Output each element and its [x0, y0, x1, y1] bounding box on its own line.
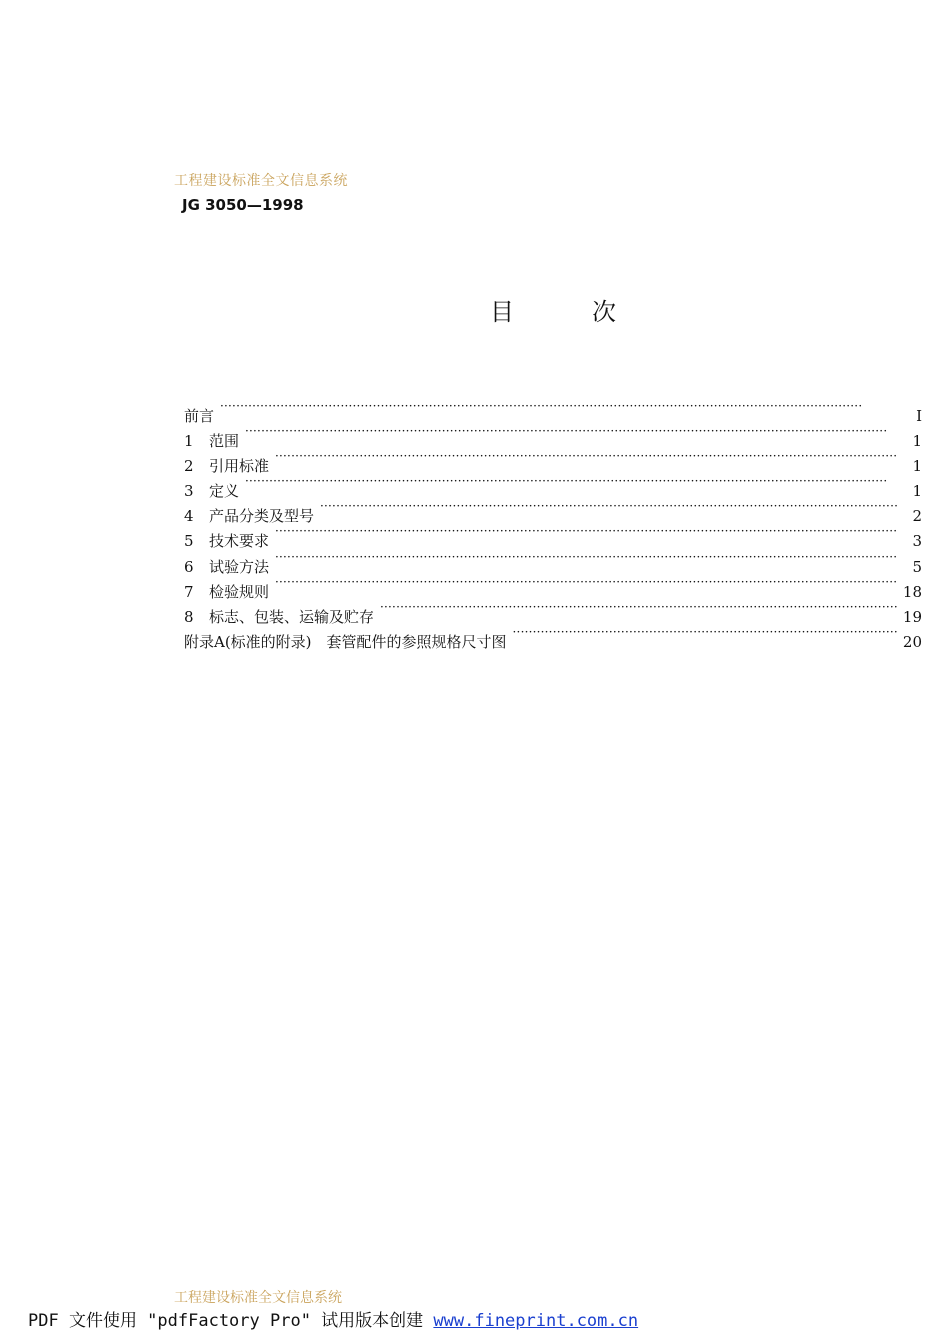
toc-entry-page: I: [916, 407, 922, 425]
toc-entry-3[interactable]: [184, 471, 922, 501]
toc-entry-page: 18: [902, 582, 922, 601]
toc-entry-number: 6: [184, 557, 194, 576]
toc-entry-4[interactable]: [184, 496, 922, 526]
toc-entry-preface[interactable]: [184, 396, 922, 425]
toc-leader-dots: [245, 471, 898, 496]
toc-entry-number: 1: [184, 432, 194, 451]
toc-entry-label: 范围: [209, 432, 240, 451]
toc-entry-label: 试验方法: [209, 557, 270, 576]
toc-entry-page: 1: [912, 457, 922, 476]
toc-entry-page: 3: [912, 532, 922, 551]
toc-title: [490, 292, 616, 327]
toc-entry-label: 产品分类及型号: [209, 507, 315, 526]
fineprint-link[interactable]: www.fineprint.com.cn: [433, 1311, 639, 1331]
toc-entry-page: 2: [912, 507, 922, 526]
toc-entry-6[interactable]: [184, 547, 922, 576]
toc-entry-label: 前言: [184, 407, 215, 425]
toc-entry-label: 定义: [209, 482, 240, 501]
toc-entry-label: 引用标准: [209, 457, 270, 476]
toc-title-char-1: 目: [490, 298, 514, 326]
toc-leader-dots: [275, 572, 897, 597]
toc-entry-page: 19: [902, 607, 922, 626]
toc-title-char-2: 次: [592, 298, 616, 326]
pdf-creator-text: PDF 文件使用 "pdfFactory Pro" 试用版本创建: [28, 1311, 434, 1331]
toc-entry-number: 5: [184, 532, 194, 551]
table-of-contents: [184, 396, 922, 651]
toc-entry-page: 20: [902, 632, 922, 651]
toc-entry-number: 8: [184, 607, 194, 626]
toc-entry-5[interactable]: [184, 521, 922, 551]
toc-leader-dots: [275, 446, 898, 471]
toc-entry-number: 2: [184, 457, 194, 476]
toc-entry-1[interactable]: [184, 421, 922, 451]
toc-entry-page: 1: [912, 482, 922, 501]
toc-leader-dots: [220, 396, 898, 421]
toc-entry-label: 检验规则: [209, 582, 270, 601]
toc-leader-dots: [380, 597, 897, 622]
toc-entry-number: 3: [184, 482, 194, 501]
toc-entry-page: 5: [912, 557, 922, 576]
toc-entry-label: 附录A(标准的附录) 套管配件的参照规格尺寸图: [184, 632, 507, 651]
toc-leader-dots: [513, 622, 897, 647]
toc-entry-label: 技术要求: [209, 532, 270, 551]
toc-entry-number: 7: [184, 582, 194, 601]
toc-entry-page: 1: [912, 432, 922, 451]
toc-entry-8[interactable]: [184, 597, 922, 626]
toc-entry-number: 4: [184, 507, 194, 526]
standard-code: JG 3050—1998: [182, 196, 304, 214]
pdf-creator-notice: [28, 1306, 638, 1331]
toc-entry-2[interactable]: [184, 446, 922, 476]
toc-entry-7[interactable]: [184, 572, 922, 601]
toc-leader-dots: [275, 547, 898, 572]
toc-leader-dots: [245, 421, 898, 446]
header-watermark: 工程建设标准全文信息系统: [174, 173, 348, 189]
footer-watermark: 工程建设标准全文信息系统: [174, 1290, 342, 1306]
toc-leader-dots: [275, 521, 898, 546]
toc-leader-dots: [320, 496, 898, 521]
toc-entry-label: 标志、包装、运输及贮存: [209, 607, 375, 626]
